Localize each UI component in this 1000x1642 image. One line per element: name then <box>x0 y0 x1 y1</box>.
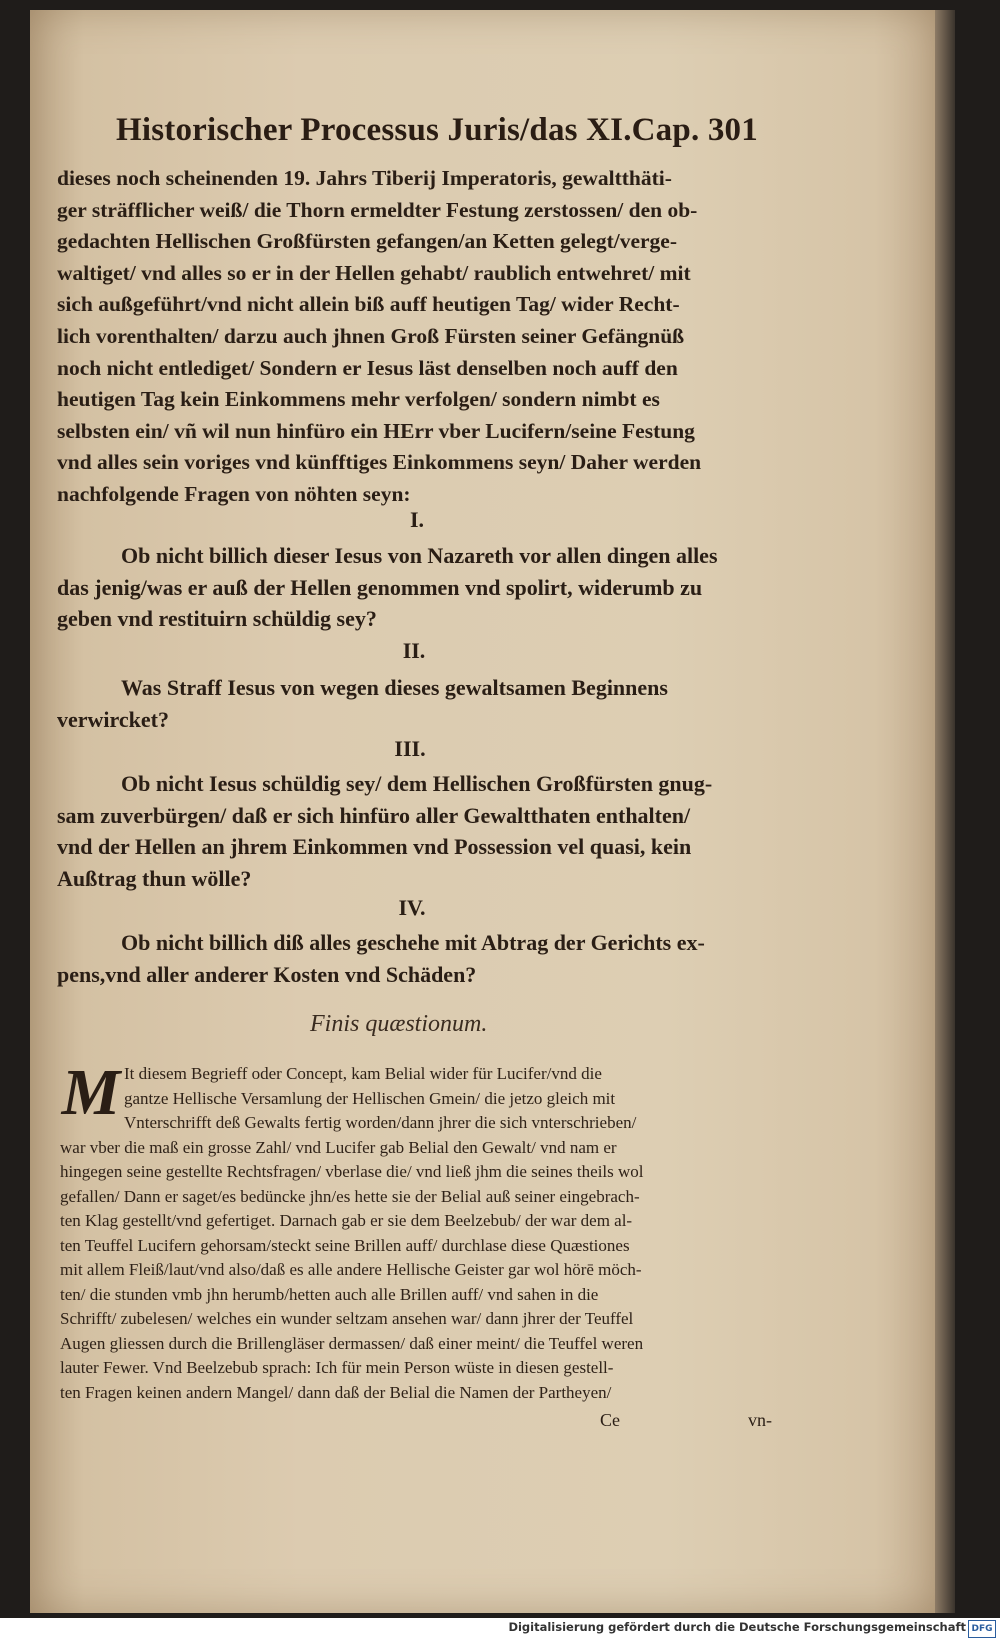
page-edge <box>935 10 955 1613</box>
text-line: Schrifft/ zubelesen/ welches ein wunder seltzam ansehen war/ dann jhrer der Teuffel <box>60 1309 634 1328</box>
text-line: heutigen Tag kein Einkommens mehr verfolgen/ sondern nimbt es <box>57 387 660 412</box>
text-line: geben vnd restituirn schüldig sey? <box>57 606 377 632</box>
text-line: lauter Fewer. Vnd Beelzebub sprach: Ich für mein Person wüste in diesen gestell- <box>60 1358 614 1377</box>
text-line: sich außgeführt/vnd nicht allein biß auff heutigen Tag/ wider Recht- <box>57 292 680 317</box>
text-line: Ob nicht billich dieser Iesus von Nazareth vor allen dingen alles <box>121 543 718 568</box>
text-line: nachfolgende Fragen von nöhten seyn: <box>57 481 411 506</box>
question-text <box>57 540 767 635</box>
finis-heading: Finis quæstionum. <box>310 1011 488 1037</box>
question-number: III. <box>394 736 426 761</box>
text-line: sam zuverbürgen/ daß er sich hinfüro aller Gewaltthaten enthalten/ <box>57 802 691 828</box>
question-number: I. <box>409 507 425 532</box>
text-line: gantze Hellische Versamlung der Hellischen Gmein/ die jetzo gleich mit <box>124 1088 616 1108</box>
text-line: vnd alles sein voriges vnd künfftiges Einkommens seyn/ Daher werden <box>57 450 702 475</box>
catchword: vn- <box>748 1410 772 1430</box>
text-line: pens,vnd aller anderer Kosten vnd Schäden? <box>57 961 477 987</box>
closing-paragraph <box>60 1062 772 1405</box>
text-line: Vnterschrifft deß Gewalts fertig worden/dann jhrer die sich vnterschrieben/ <box>124 1113 637 1132</box>
funding-credit: Digitalisierung gefördert durch die Deutsche Forschungsgemeinschaft <box>508 1620 966 1634</box>
text-line: Was Straff Iesus von wegen dieses gewaltsamen Beginnens <box>121 675 668 700</box>
text-line: ger sträfflicher weiß/ die Thorn ermeldter Festung zerstossen/ den ob- <box>57 197 698 222</box>
question-text <box>57 768 767 894</box>
text-line: ten Klag gestellt/vnd gefertiget. Darnach gab er sie dem Beelzebub/ der war dem al- <box>60 1211 633 1230</box>
text-line: hingegen seine gestellte Rechtsfragen/ vberlase die/ vnd ließ jhm die seines theils wol <box>60 1162 644 1181</box>
text-line: gefallen/ Dann er saget/es bedüncke jhn/es hette sie der Belial auß seiner eingebrach- <box>60 1186 640 1206</box>
text-line: dieses noch scheinenden 19. Jahrs Tiberij Imperatoris, gewaltthäti- <box>57 166 672 190</box>
text-line: It diesem Begrieff oder Concept, kam Belial wider für Lucifer/vnd die <box>124 1064 602 1083</box>
dfg-logo: DFG <box>968 1620 996 1638</box>
text-line: mit allem Fleiß/laut/vnd also/daß es alle andere Hellische Geister gar wol hörē möch- <box>60 1260 642 1279</box>
text-line: verwircket? <box>57 706 169 732</box>
text-line: ten Fragen keinen andern Mangel/ dann daß der Belial die Namen der Partheyen/ <box>60 1382 612 1402</box>
question-number: II. <box>402 638 426 663</box>
main-paragraph <box>57 163 767 511</box>
text-line: ten Teuffel Lucifern gehorsam/steckt seine Brillen auff/ durchlase diese Quæstiones <box>60 1235 630 1255</box>
signature-mark: Ce <box>600 1410 620 1430</box>
text-line: das jenig/was er auß der Hellen genommen vnd spolirt, widerumb zu <box>57 574 703 600</box>
text-line: Augen gliessen durch die Brillengläser dermassen/ daß einer meint/ die Teuffel weren <box>60 1333 644 1353</box>
text-line: Ob nicht Iesus schüldig sey/ dem Hellischen Großfürsten gnug- <box>121 771 713 796</box>
text-line: war vber die maß ein grosse Zahl/ vnd Lucifer gab Belial den Gewalt/ vnd nam er <box>60 1137 617 1157</box>
text-line: Ob nicht billich diß alles geschehe mit Abtrag der Gerichts ex- <box>121 930 705 955</box>
question-text <box>57 927 767 990</box>
decorated-initial: M <box>61 1056 121 1129</box>
running-head: Historischer Processus Juris/das XI.Cap. 301 <box>116 112 758 148</box>
text-line: gedachten Hellischen Großfürsten gefangen/an Ketten gelegt/verge- <box>57 229 678 254</box>
question-number: IV. <box>398 895 426 920</box>
text-line: noch nicht entlediget/ Sondern er Iesus läst denselben noch auff den <box>57 355 678 380</box>
text-line: ten/ die stunden vmb jhn herumb/hetten auch alle Brillen auff/ vnd sahen in die <box>60 1284 599 1304</box>
text-line: vnd der Hellen an jhrem Einkommen vnd Possession vel quasi, kein <box>57 834 692 860</box>
question-text <box>57 672 767 735</box>
text-line: selbsten ein/ vñ wil nun hinfüro ein HErr vber Lucifern/seine Festung <box>57 418 695 443</box>
text-line: waltiget/ vnd alles so er in der Hellen gehabt/ raublich entwehret/ mit <box>57 260 691 285</box>
text-line: lich vorenthalten/ darzu auch jhnen Groß Fürsten seiner Gefängnüß <box>57 323 685 348</box>
text-line: Außtrag thun wölle? <box>57 865 252 891</box>
